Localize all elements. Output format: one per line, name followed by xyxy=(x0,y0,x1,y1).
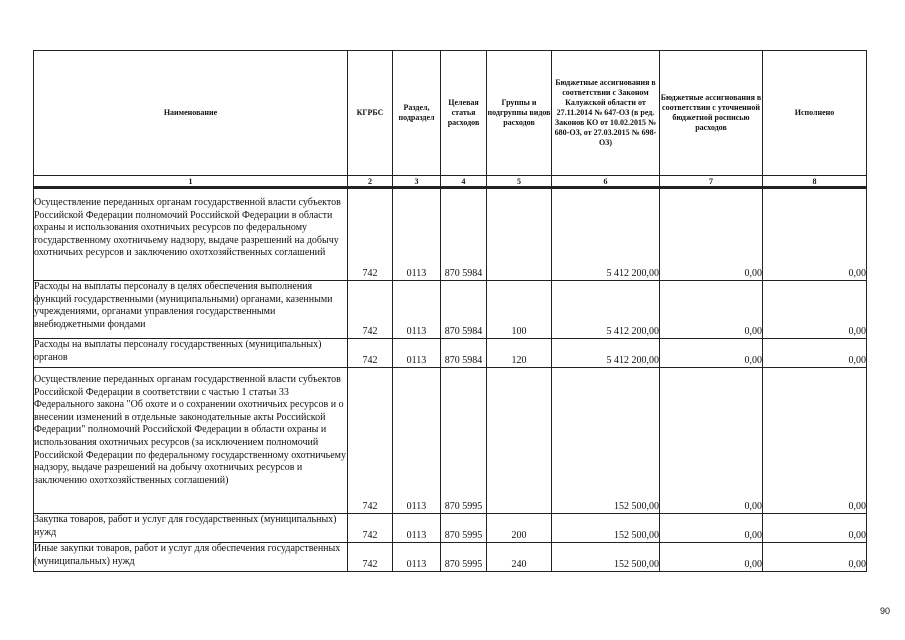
row-target: 870 5984 xyxy=(441,281,487,339)
table-row xyxy=(34,188,867,281)
row-budget-refined: 0,00 xyxy=(660,514,763,543)
row-name: Расходы на выплаты персоналу в целях обеспечения выполнения функций государственными (муниципальными) органами, казенными учреждениями, органами управления государственными внебюджетными фондами xyxy=(34,281,348,339)
row-executed: 0,00 xyxy=(763,543,867,572)
row-section: 0113 xyxy=(393,281,441,339)
table-row xyxy=(34,339,867,368)
row-name: Закупка товаров, работ и услуг для государственных (муниципальных) нужд xyxy=(34,514,348,543)
row-executed: 0,00 xyxy=(763,368,867,514)
header-name: Наименование xyxy=(34,51,348,176)
row-group: 240 xyxy=(487,543,552,572)
col-number: 2 xyxy=(348,176,393,188)
col-number: 7 xyxy=(660,176,763,188)
col-number: 5 xyxy=(487,176,552,188)
row-target: 870 5984 xyxy=(441,188,487,281)
header-kgrbs: КГРБС xyxy=(348,51,393,176)
row-target: 870 5995 xyxy=(441,514,487,543)
row-executed: 0,00 xyxy=(763,281,867,339)
row-budget-refined: 0,00 xyxy=(660,543,763,572)
row-budget-law: 5 412 200,00 xyxy=(552,188,660,281)
header-executed: Исполнено xyxy=(763,51,867,176)
row-target: 870 5984 xyxy=(441,339,487,368)
row-kgrbs: 742 xyxy=(348,339,393,368)
row-executed: 0,00 xyxy=(763,514,867,543)
row-kgrbs: 742 xyxy=(348,543,393,572)
row-section: 0113 xyxy=(393,368,441,514)
row-section: 0113 xyxy=(393,339,441,368)
row-executed: 0,00 xyxy=(763,339,867,368)
row-kgrbs: 742 xyxy=(348,281,393,339)
row-kgrbs: 742 xyxy=(348,368,393,514)
row-group: 100 xyxy=(487,281,552,339)
col-number: 8 xyxy=(763,176,867,188)
table-row xyxy=(34,543,867,572)
table-row xyxy=(34,514,867,543)
header-budget-refined: Бюджетные ассигнования в соответствии с уточненной бюджетной росписью расходов xyxy=(660,51,763,176)
row-budget-refined: 0,00 xyxy=(660,339,763,368)
row-section: 0113 xyxy=(393,543,441,572)
row-budget-refined: 0,00 xyxy=(660,281,763,339)
row-group xyxy=(487,368,552,514)
row-budget-law: 152 500,00 xyxy=(552,543,660,572)
row-target: 870 5995 xyxy=(441,368,487,514)
col-number: 3 xyxy=(393,176,441,188)
header-budget-law: Бюджетные ассигнования в соответствии с Законом Калужской области от 27.11.2014 № 647-ОЗ (в ред. Законов КО от 10.02.2015 № 680-ОЗ, от 27.03.2015 № 698-ОЗ) xyxy=(552,51,660,176)
col-number: 4 xyxy=(441,176,487,188)
row-budget-law: 152 500,00 xyxy=(552,514,660,543)
table-row xyxy=(34,368,867,514)
page-number: 90 xyxy=(880,606,891,616)
col-number: 1 xyxy=(34,176,348,188)
row-kgrbs: 742 xyxy=(348,188,393,281)
row-section: 0113 xyxy=(393,514,441,543)
row-group xyxy=(487,188,552,281)
header-row xyxy=(34,51,867,176)
column-number-row xyxy=(34,176,867,188)
row-budget-law: 152 500,00 xyxy=(552,368,660,514)
header-groups: Группы и подгруппы видов расходов xyxy=(487,51,552,176)
row-kgrbs: 742 xyxy=(348,514,393,543)
header-section: Раздел, подраздел xyxy=(393,51,441,176)
row-section: 0113 xyxy=(393,188,441,281)
row-executed: 0,00 xyxy=(763,188,867,281)
row-budget-refined: 0,00 xyxy=(660,188,763,281)
row-budget-law: 5 412 200,00 xyxy=(552,339,660,368)
row-budget-refined: 0,00 xyxy=(660,368,763,514)
row-group: 120 xyxy=(487,339,552,368)
col-number: 6 xyxy=(552,176,660,188)
row-name: Иные закупки товаров, работ и услуг для обеспечения государственных (муниципальных) нужд xyxy=(34,543,348,572)
row-target: 870 5995 xyxy=(441,543,487,572)
row-budget-law: 5 412 200,00 xyxy=(552,281,660,339)
budget-table xyxy=(33,50,867,572)
row-name: Осуществление переданных органам государственной власти субъектов Российской Федерации в соответствии с частью 1 статьи 33 Федерального закона "Об охоте и о сохранении охотничьих ресурсов и о внесении изменений в отдельные законодательные акты Российской Федерации" полномочий Российской Федерации в области охраны и использования охотничьих ресурсов (за исключением полномочий Российской Федерации по федеральному государственному охотничьему надзору, выдаче разрешений на добычу охотничьих ресурсов и заключению охотхозяйственных соглашений) xyxy=(34,368,348,514)
row-name: Осуществление переданных органам государственной власти субъектов Российской Федерации полномочий Российской Федерации в области охраны и использования охотничьих ресурсов по федеральному государственному охотничьему надзору, выдаче разрешений на добычу охотничьих ресурсов и заключению охотхозяйственных соглашений xyxy=(34,188,348,281)
table-row xyxy=(34,281,867,339)
header-target: Целевая статья расходов xyxy=(441,51,487,176)
row-name: Расходы на выплаты персоналу государственных (муниципальных) органов xyxy=(34,339,348,368)
row-group: 200 xyxy=(487,514,552,543)
